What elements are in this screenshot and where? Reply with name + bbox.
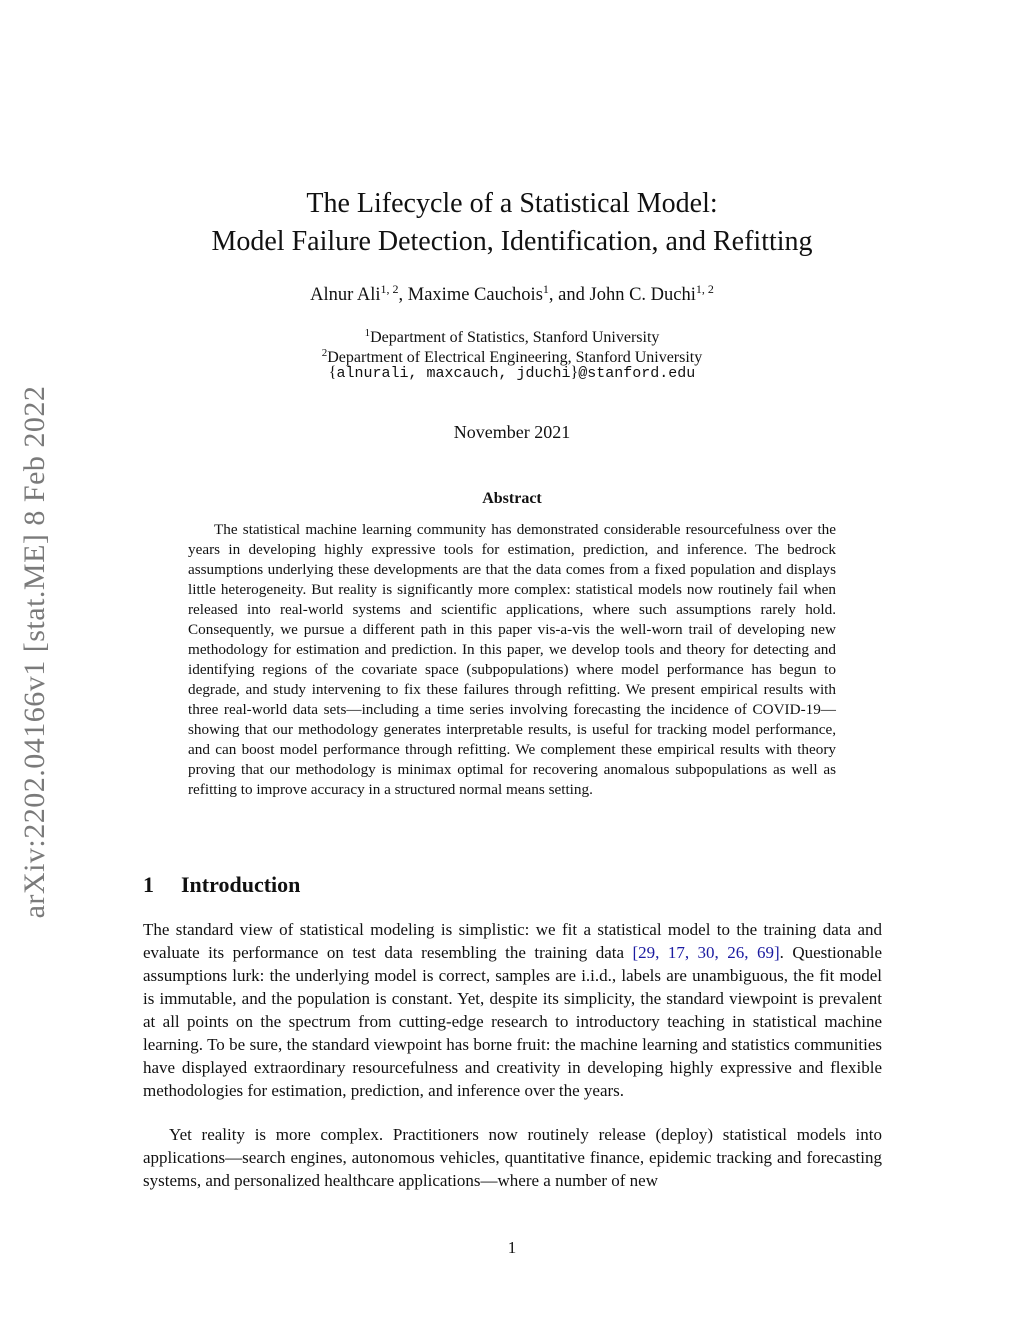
author-affiliation-mark: 1, 2 xyxy=(695,282,714,296)
paragraph-text: The standard view of statistical modeling is simplistic: we fit a statistical model to the training data and evaluate its performance on test data resembling the training data xyxy=(143,920,882,962)
section-heading-introduction xyxy=(143,872,300,898)
email-domain: @stanford.edu xyxy=(578,365,696,382)
abstract-text: The statistical machine learning community has demonstrated considerable resourcefulness over the years in developing highly expressive tools for estimation, prediction, and inference. The bedrock assumptions underlying these developments are that the data comes from a fixed population and displays little heterogeneity. But reality is significantly more complex: statistical models now routinely fail when released into real-world systems and scientific applications, where such assumptions rarely hold. Consequently, we pursue a different path in this paper vis-a-vis the well-worn trail of developing new methodology for estimation and prediction. In this paper, we develop tools and theory for detecting and identifying regions of the covariate space (subpopulations) where model performance has begun to degrade, and study intervening to fix these failures through refitting. We present empirical results with three real-world data sets—including a time series involving forecasting the incidence of COVID-19—showing that our methodology generates interpretable results, is useful for tracking model performance, and can boost model performance through refitting. We complement these empirical results with theory proving that our methodology is minimax optimal for recovering anomalous subpopulations as well as refitting to improve accuracy in a structured normal means setting. xyxy=(188,521,836,798)
email-brace-close: } xyxy=(570,364,579,381)
paper-date: November 2021 xyxy=(453,422,571,442)
intro-paragraph-1: The standard view of statistical modeling is simplistic: we fit a statistical model to the training data and evaluate its performance on test data resembling the training data [29, 17, 30, 26, 69]. Questionable assumptions lurk: the underlying model is correct, samples are i.i.d., labels are unambiguous, the fit model is immutable, and the population is constant. Yet, despite its simplicity, the standard viewpoint is prevalent at all points on the spectrum from cutting-edge research to introductory teaching in statistical machine learning. To be sure, the standard viewpoint has borne fruit: the machine learning and statistics communities have displayed extraordinary resourcefulness and creativity in developing highly expressive and flexible methodologies for estimation, prediction, and inference over the years. xyxy=(143,920,883,1100)
arxiv-sidebar-stamp: arXiv:2202.04166v1 [stat.ME] 8 Feb 2022 xyxy=(18,385,51,919)
abstract-heading: Abstract xyxy=(482,490,542,507)
author-affiliation-mark: 1 xyxy=(542,282,549,296)
author-name: John C. Duchi xyxy=(589,285,696,305)
email-brace-open: { xyxy=(328,364,337,381)
author-name: Maxime Cauchois xyxy=(407,285,543,305)
citation-bracket: ] xyxy=(773,943,780,962)
paper-title-line-1: The Lifecycle of a Statistical Model: xyxy=(306,188,718,219)
citation-link[interactable]: 17 xyxy=(667,943,685,962)
author-separator: , xyxy=(398,285,408,305)
citation-link[interactable]: 29 xyxy=(638,943,656,962)
author-emails xyxy=(0,364,1024,382)
page-number: 1 xyxy=(507,1238,517,1257)
paper-title-line-2: Model Failure Detection, Identification, and Refitting xyxy=(211,226,813,257)
intro-paragraph-2: Yet reality is more complex. Practitioners now routinely release (deploy) statistical models into applications—search engines, autonomous vehicles, quantitative finance, epidemic tracking and forecasting systems, and personalized healthcare applications—where a number of new xyxy=(143,1125,882,1190)
author-affiliation-mark: 1, 2 xyxy=(380,282,399,296)
citation-link[interactable]: 30 xyxy=(697,943,715,962)
section-title: Introduction xyxy=(181,872,301,897)
citation-bracket: [ xyxy=(632,943,639,962)
paragraph-text: . Questionable assumptions lurk: the underlying model is correct, samples are i.i.d., labels are unambiguous, the fit model is immutable, and the population is constant. Yet, despite its simplicity, the standard viewpoint is prevalent at all points on the spectrum from cutting-edge research to introductory teaching in statistical machine learning. To be sure, the standard viewpoint has borne fruit: the machine learning and statistics communities have displayed extraordinary resourcefulness and creativity in developing highly expressive and flexible methodologies for estimation, prediction, and inference over the years. xyxy=(143,943,883,1100)
affiliation-text: Department of Statistics, Stanford University xyxy=(370,329,660,346)
citation-link[interactable]: 69 xyxy=(756,943,774,962)
author-list xyxy=(0,282,1024,306)
author-separator: , and xyxy=(548,285,590,305)
email-usernames: alnurali, maxcauch, jduchi xyxy=(336,365,571,382)
affiliation-mark: 2 xyxy=(321,347,328,359)
section-number: 1 xyxy=(143,872,154,897)
affiliation-text: Department of Electrical Engineering, Stanford University xyxy=(327,349,703,366)
author-name: Alnur Ali xyxy=(310,285,381,305)
citation-link[interactable]: 26 xyxy=(727,943,745,962)
affiliation-mark: 1 xyxy=(364,327,371,339)
